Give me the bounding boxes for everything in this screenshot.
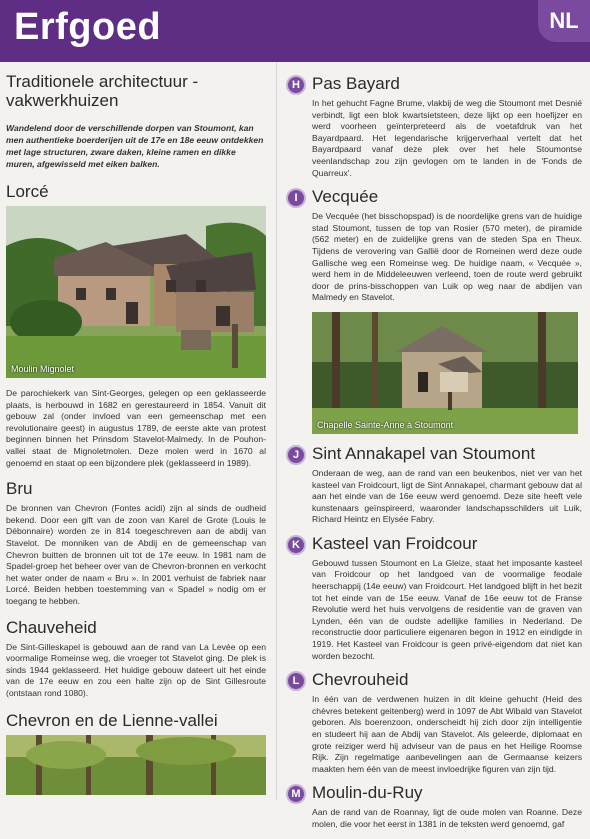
letter-badge: I <box>286 188 306 208</box>
entry-title: Chevrouheid <box>312 670 409 690</box>
letter-badge: L <box>286 671 306 691</box>
entry-text: Onderaan de weg, aan de rand van een beukenbos, niet ver van het kasteel van Froidcourt, ligt de Sint Annakapel, charmant gebouw dat al aan het einde van de 16e eeuw werd genoemd. Deze site heeft vele kunstenaars geïnspireerd, waaronder landschapsschilders uit Luik, Richard Heintz en Elysée Fabry. <box>312 467 582 525</box>
page-title: Erfgoed <box>14 6 162 48</box>
right-column <box>280 62 590 839</box>
intro-text: Wandelend door de verschillende dorpen van Stoumont, kan men authentieke boerderijen uit de 17e en 18e eeuw ontdekken met lage structuren, zware daken, kleine ramen en dikke muren, afgewisseld met eiken balken. <box>6 123 264 169</box>
section-title-chevron: Chevron en de Lienne-vallei <box>6 711 218 731</box>
photo-chapelle-sainte-anne <box>312 312 578 434</box>
letter-badge: J <box>286 445 306 465</box>
entry-chevrouheid <box>282 670 582 775</box>
entry-text: De Vecquée (het bisschopspad) is de noordelijke grens van de huidige stad Stoumont, tussen de top van Rosier (570 meter), de piramide (562 meter) en de zuidelijke grens van de steden Spa en Theux. Tijdens de verovering van Gallië door de Romeinen werd deze oude Gallische weg een Romeinse weg. De huidige naam, « Vecquée », werd hem in de Middeleeuwen verleend, toen de route werd gebruikt door de prins-bisschoppen van Luik op weg naar de abdijen van Malmedy en Stavelot. <box>312 211 582 303</box>
photo-caption: Chapelle Sainte-Anne à Stoumont <box>317 419 454 430</box>
header-banner <box>0 0 590 62</box>
photo-moulin-mignolet <box>6 206 266 378</box>
forest-illustration <box>6 735 266 795</box>
entry-text: In het gehucht Fagne Brume, vlakbij de weg die Stoumont met Desnié verbindt, ligt een blok kwartsietsteen, deze lijkt op een hoefijzer en werd voorheen geïnterpreteerd als de voetafdruk van het Bayardpaard. Het legendarische krijgerverhaal vertelt dat het Bayardpaard vanaf deze plek over het hele Stoumontse veenlandschap zou zijn gevlogen om te landen in de 'Fonds de Quarreux'. <box>312 98 582 178</box>
entry-text: Aan de rand van de Roannay, ligt de oude molen van Roanne. Deze molen, die voor het eerst in 1381 in de teksten werd genoemd, gaf <box>312 807 582 829</box>
section-title-lorce: Lorcé <box>6 182 49 201</box>
entry-title: Moulin-du-Ruy <box>312 783 423 803</box>
entry-moulin-du-ruy <box>282 783 582 830</box>
entry-kasteel-froidcour <box>282 534 582 662</box>
section-text-bru: De bronnen van Chevron (Fontes acidi) zijn al sinds de oudheid bekend. Door een gift van de zoon van Karel de Grote (Louis le Débonnaire) worden ze in 814 toegeschreven aan de abdij van Stavelot. De monniken van de Abdij en de gemeenschap van Chevron buitten de bronnen uit tot de 17e eeuw. In 1981 nam de Spadel-groep het beheer over van de Chevron-bronnen en verkocht het water onder de naam « Bru ». In 2001 verhuist de fabriek naar Lorcé. Beiden hebben toestemming van « Spadel » nodig om er toegang te hebben. <box>6 503 266 606</box>
photo-forest <box>6 735 266 795</box>
letter-badge: K <box>286 535 306 555</box>
chapel-illustration <box>312 312 578 434</box>
section-title-chauveheid: Chauveheid <box>6 617 97 637</box>
entry-sint-annakapel <box>282 444 582 526</box>
entry-text: In één van de verdwenen huizen in dit kleine gehucht (Heid des chèvres betekent geitenberg) werd in 1097 de Abt Wibald van Stavelot geboren. Als boerenzoon, onderscheidt hij zich door zijn intelligentie en studeert hij aan de Abdij van Stavelot. Als geleerde, diplomaat en grote reiziger werd hij adviseur van de paus en het Heilige Roomse Rijk. Zijn regelmatige aanbevelingen aan de Germaanse keizers maakten hem één van de meest invloedrijke figuren van zijn tijd. <box>312 694 582 774</box>
entry-title: Vecquée <box>312 187 379 207</box>
entry-title: Pas Bayard <box>312 74 400 93</box>
entry-vecquee <box>282 187 582 304</box>
mill-illustration <box>6 206 266 378</box>
entry-text: Gebouwd tussen Stoumont en La Gleize, staat het imposante kasteel van Froidcour op het landgoed van de voormalige feodale heerschappij (14e eeuw) van Froidcourt. Het landgoed blijft in het bezit tot het einde van de 15e eeuw. Vanaf de 16e eeuw tot de Franse Revolutie werd het huis vervolgens de residentie van de graven van Lynden, één van de oudste adellijke families in Nederland. De reconstructie door particuliere eigenaren begon in 1912 en eindigde in 1919. Het Kasteel van Froidcour is geen privé-eigendom dat niet kan worden bezocht. <box>312 557 582 661</box>
photo-caption: Moulin Mignolet <box>11 364 75 374</box>
intro-title: Traditionele architectuur - vakwerkhuizen <box>6 72 199 110</box>
section-title-bru: Bru <box>6 479 33 499</box>
letter-badge: M <box>286 784 306 804</box>
entry-pas-bayard <box>282 74 582 179</box>
left-column <box>0 62 272 805</box>
letter-badge: H <box>286 75 306 95</box>
entry-title: Kasteel van Froidcour <box>312 533 478 553</box>
entry-title: Sint Annakapel van Stoumont <box>312 443 536 463</box>
language-badge: NL <box>538 0 590 42</box>
section-text-lorce: De parochiekerk van Sint-Georges, gelegen op een geklasseerde plaats, is herbouwd in 1682 en gerestaureerd in 1854. Vanuit dit gebouw zal (onder invloed van een gemeenschap met een revolutionaire geest) in augustus 1789, de eerste akte van protest beginnen binnen het Prinsdom Stavelot-Malmedy. In de Pouhon-vallei staat de Mignoletmolen. Deze molen werd in 1670 al genoemd en staat op een bijzondere plek (geklasseerd in 1989). <box>6 388 266 468</box>
column-divider <box>276 62 277 800</box>
section-text-chauveheid: De Sint-Gilleskapel is gebouwd aan de rand van La Levée op een voormalige Romeinse weg, die vroeger tot Stavelot ging. De plek is sinds 1944 geklasseerd. Het huidige gebouw dateert uit het einde van de 17e eeuw en zou een halte zijn op de Sint Gillesroute (ontstaan rond 1080). <box>6 641 266 698</box>
